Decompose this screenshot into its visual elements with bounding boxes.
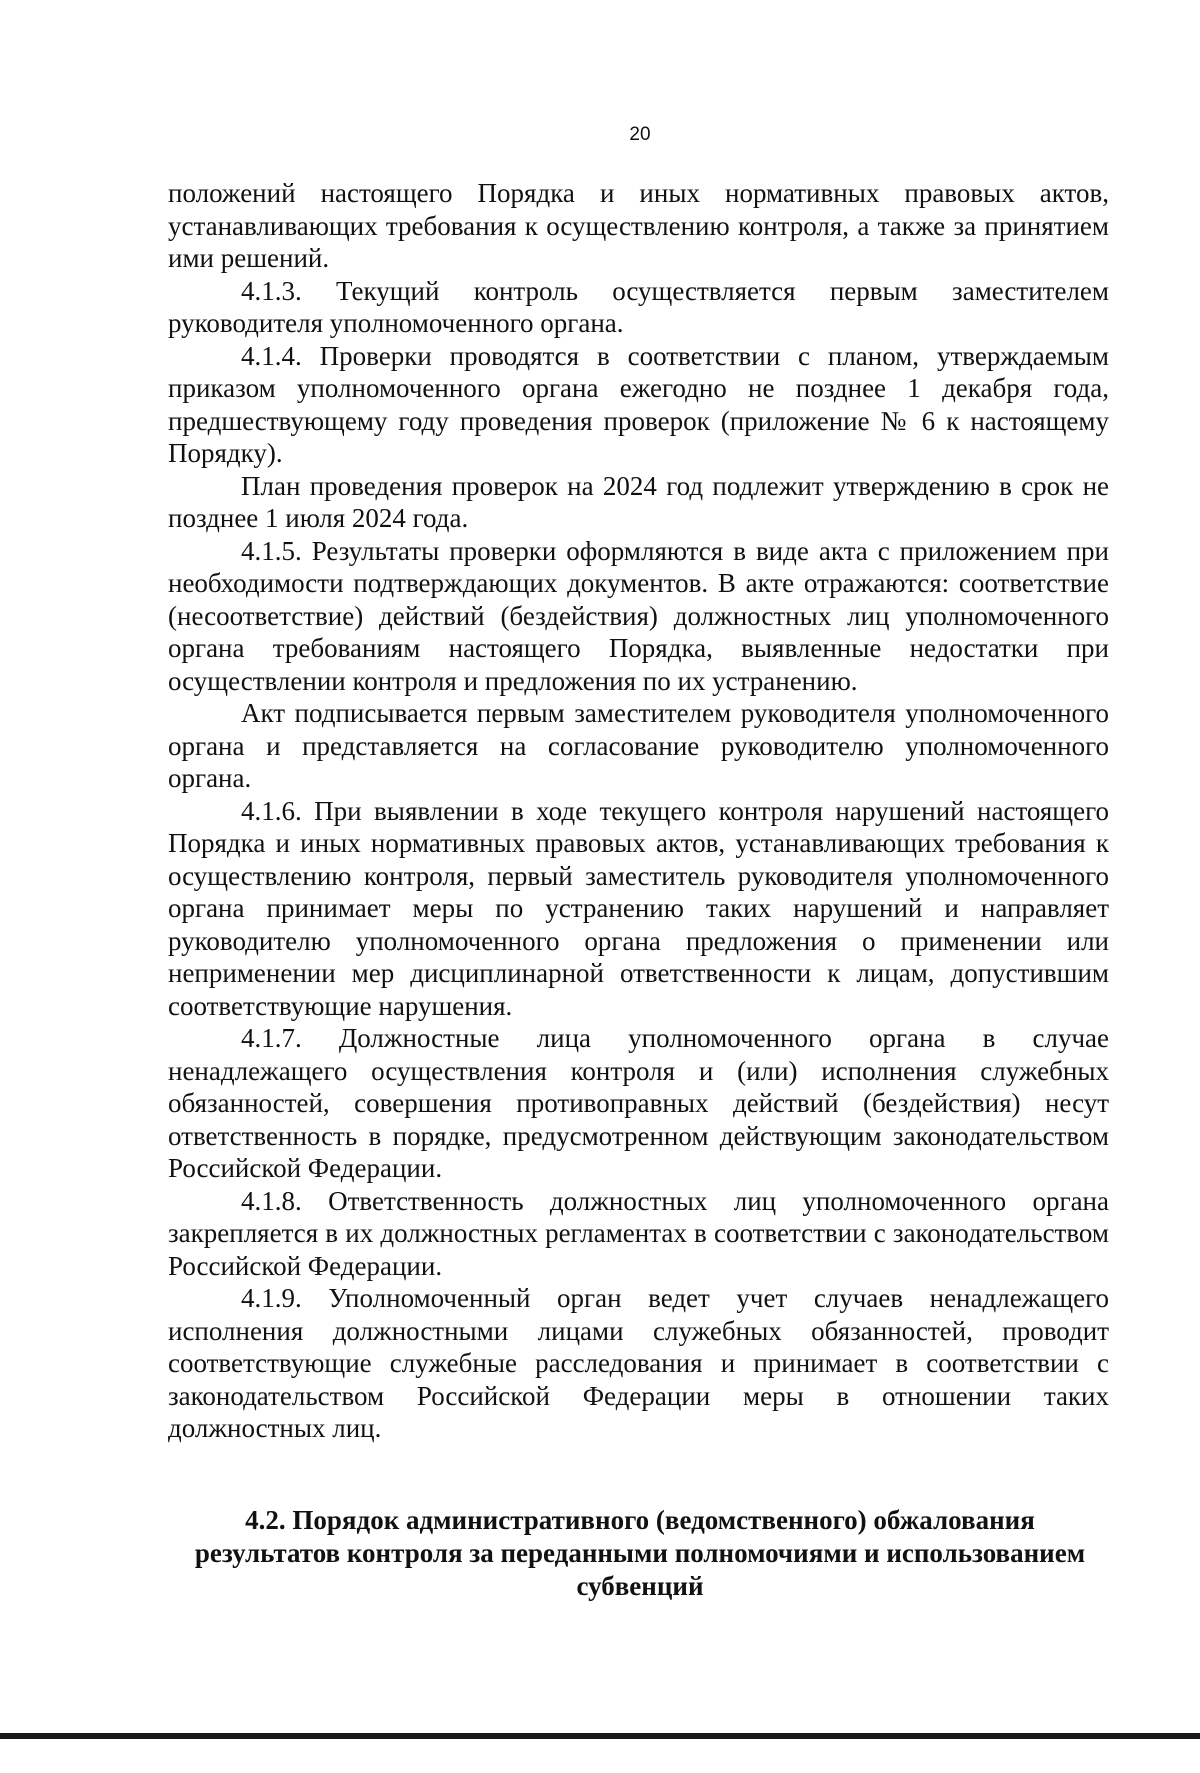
paragraph-4-1-3: 4.1.3. Текущий контроль осуществляется первым заместителем руководителя уполномоченного органа.	[168, 275, 1109, 338]
paragraph-4-1-4: 4.1.4. Проверки проводятся в соответствии с планом, утверждаемым приказом уполномоченного органа ежегодно не позднее 1 декабря года, предшествующему году проведения проверок (приложение № 6 к настоящему Порядку).	[168, 340, 1109, 468]
section-heading-line-3: субвенций	[576, 1571, 704, 1601]
section-heading-line-2: результатов контроля за переданными полномочиями и использованием	[194, 1538, 1086, 1568]
page-bottom-rule	[0, 1733, 1200, 1739]
paragraph-plan-2024: План проведения проверок на 2024 год подлежит утверждению в срок не позднее 1 июля 2024 года.	[168, 470, 1109, 533]
paragraph-act-signing: Акт подписывается первым заместителем руководителя уполномоченного органа и представляется на согласование руководителю уполномоченного органа.	[168, 698, 1109, 793]
paragraph-4-1-9: 4.1.9. Уполномоченный орган ведет учет случаев ненадлежащего исполнения должностными лицами служебных обязанностей, проводит соответствующие служебные расследования и принимает в соответствии с законодательством Российской Федерации меры в отношении таких должностных лиц.	[168, 1283, 1109, 1443]
section-heading-line-1: 4.2. Порядок административного (ведомственного) обжалования	[245, 1505, 1035, 1535]
paragraph-continuation: положений настоящего Порядка и иных нормативных правовых актов, устанавливающих требования к осуществлению контроля, а также за принятием ими решений.	[168, 178, 1109, 273]
paragraph-4-1-6: 4.1.6. При выявлении в ходе текущего контроля нарушений настоящего Порядка и иных нормативных правовых актов, устанавливающих требования к осуществлению контроля, первый заместитель руководителя уполномоченного органа принимает меры по устранению таких нарушений и направляет руководителю уполномоченного органа предложения о применении или неприменении мер дисциплинарной ответственности к лицам, допустившим соответствующие нарушения.	[168, 795, 1109, 1021]
paragraph-4-1-7: 4.1.7. Должностные лица уполномоченного органа в случае ненадлежащего осуществления контроля и (или) исполнения служебных обязанностей, совершения противоправных действий (бездействия) несут ответственность в порядке, предусмотренном действующим законодательством Российской Федерации.	[168, 1023, 1109, 1183]
paragraph-4-1-5: 4.1.5. Результаты проверки оформляются в виде акта с приложением при необходимости подтверждающих документов. В акте отражаются: соответствие (несоответствие) действий (бездействия) должностных лиц уполномоченного органа требованиям настоящего Порядка, выявленные недостатки при осуществлении контроля и предложения по их устранению.	[168, 535, 1109, 696]
section-heading-4-2	[140, 1504, 1140, 1603]
paragraph-4-1-8: 4.1.8. Ответственность должностных лиц уполномоченного органа закрепляется в их должностных регламентах в соответствии с законодательством Российской Федерации.	[168, 1185, 1109, 1281]
document-body	[168, 177, 1109, 1445]
page-number: 20	[629, 124, 651, 145]
